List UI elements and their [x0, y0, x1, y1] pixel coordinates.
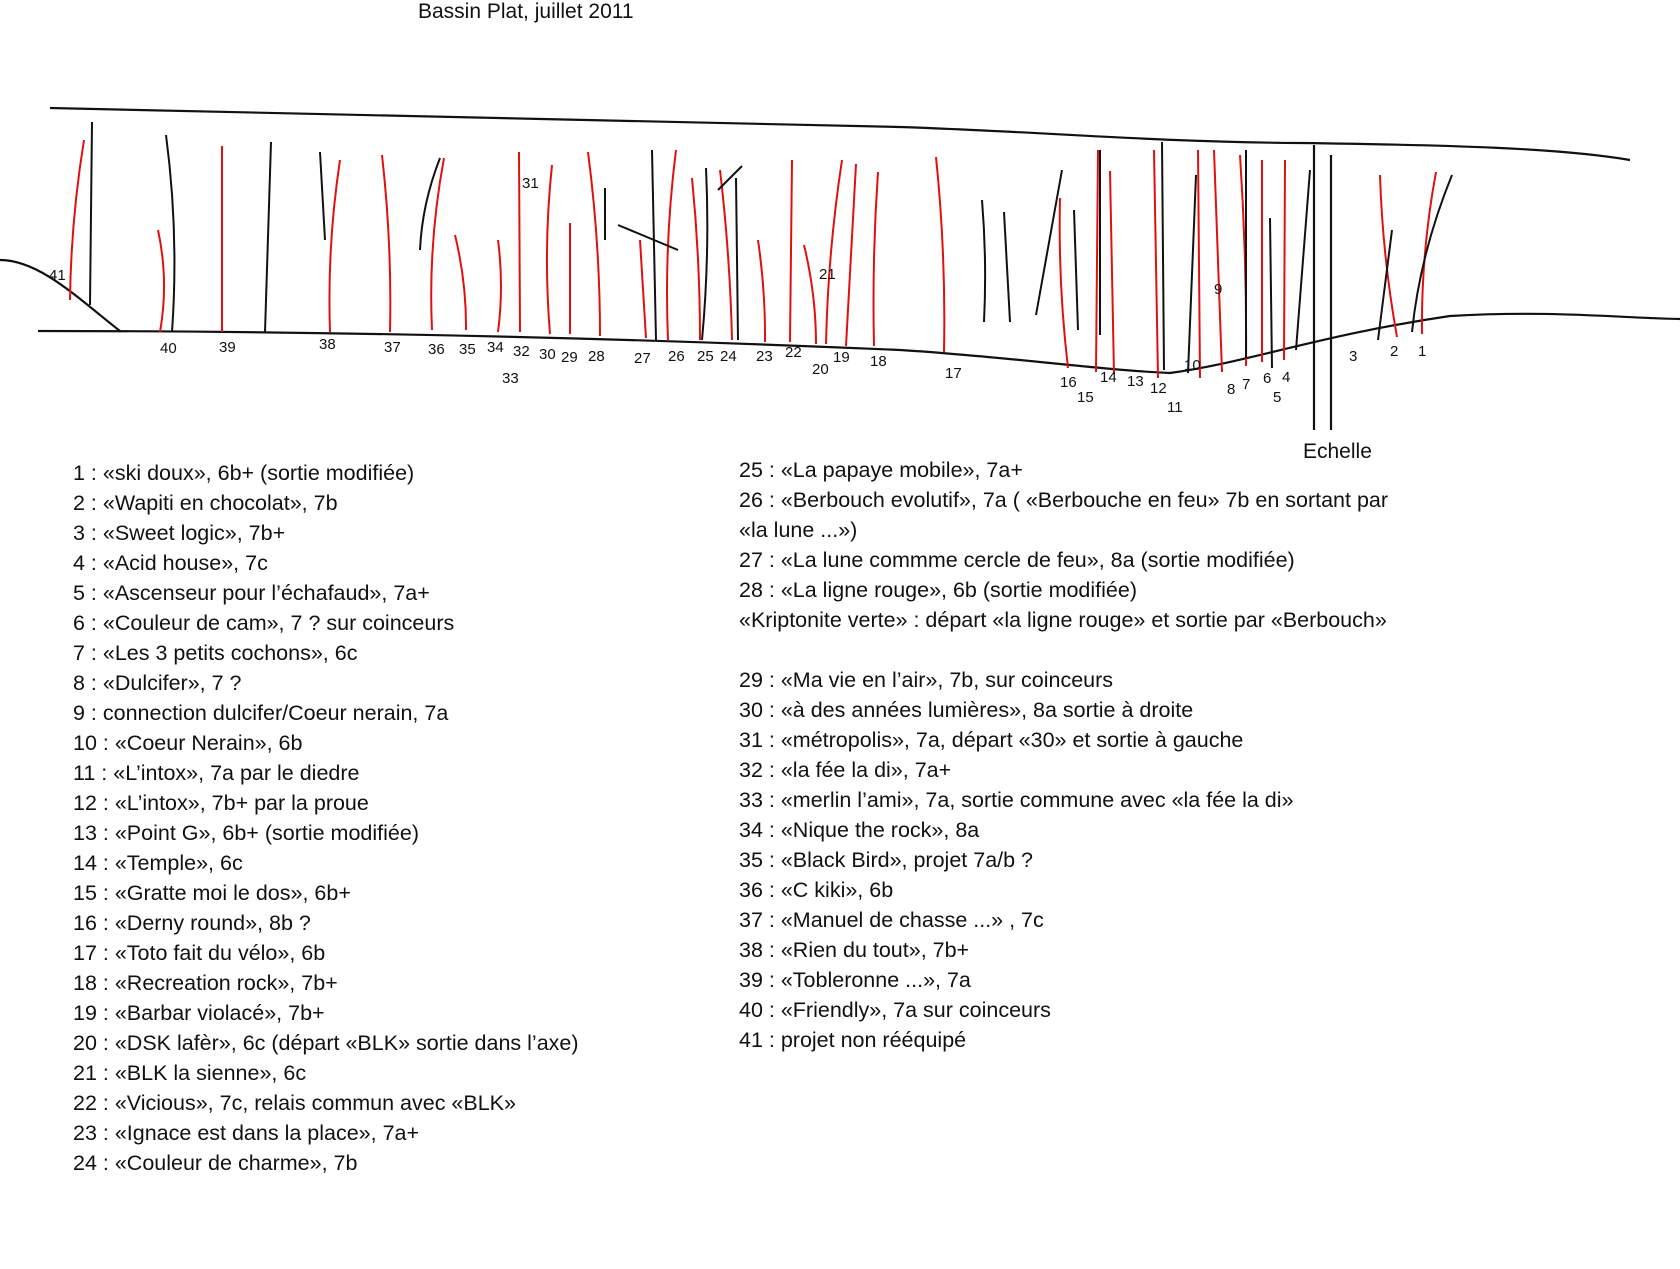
route-entry: 24 : «Couleur de charme», 7b: [73, 1151, 358, 1175]
route-number-label: 10: [1184, 357, 1201, 374]
route-number-label: 4: [1282, 369, 1291, 386]
route-number-label: 30: [539, 346, 556, 363]
route-list-right: [739, 455, 1388, 1055]
route-line-red: [1214, 150, 1222, 372]
route-number-label: 41: [49, 267, 66, 284]
route-number-label: 9: [1214, 281, 1223, 298]
route-line-red: [720, 170, 732, 340]
route-number-label: 2: [1390, 343, 1399, 360]
route-number-label: 24: [720, 348, 737, 365]
route-list-right-part-1: [739, 455, 1388, 635]
route-entry: 15 : «Gratte moi le dos», 6b+: [73, 881, 351, 905]
route-number-label: 18: [870, 353, 887, 370]
route-line-black: [1162, 142, 1164, 370]
route-number-label: 26: [668, 348, 685, 365]
route-number-label: 19: [833, 349, 850, 366]
route-number-label: 6: [1263, 370, 1272, 387]
route-line-black: [320, 152, 325, 240]
route-line-red: [1284, 160, 1285, 360]
route-line-red: [1154, 150, 1158, 378]
route-entry: 22 : «Vicious», 7c, relais commun avec «BLK»: [73, 1091, 516, 1115]
route-line-red: [1198, 150, 1200, 378]
route-entry: 33 : «merlin l’ami», 7a, sortie commune avec «la fée la di»: [739, 788, 1294, 812]
route-number-label: 38: [319, 336, 336, 353]
route-entry: 18 : «Recreation rock», 7b+: [73, 971, 338, 995]
route-number-label: 21: [819, 266, 836, 283]
route-number-label: 40: [160, 340, 177, 357]
route-line-black: [1004, 212, 1010, 322]
route-line-black: [736, 178, 738, 340]
route-entry: 21 : «BLK la sienne», 6c: [73, 1061, 307, 1085]
route-number-label: 39: [219, 339, 236, 356]
route-entry: 7 : «Les 3 petits cochons», 6c: [73, 641, 358, 665]
route-line-red: [158, 230, 164, 332]
route-line-red: [804, 245, 816, 344]
route-list-left: [73, 458, 579, 1178]
route-entry: 11 : «L’intox», 7a par le diedre: [73, 761, 360, 785]
route-number-label: 7: [1242, 376, 1251, 393]
route-number-label: 25: [697, 348, 714, 365]
route-line-red: [826, 160, 842, 344]
route-number-label: 13: [1127, 373, 1144, 390]
route-entry: 12 : «L’intox», 7b+ par la proue: [73, 791, 369, 815]
route-entry: 3 : «Sweet logic», 7b+: [73, 521, 286, 545]
route-list-right-part-2: [739, 665, 1388, 1055]
route-entry: 4 : «Acid house», 7c: [73, 551, 268, 575]
route-line-red: [758, 240, 765, 342]
route-line-red: [874, 172, 879, 346]
cliff-base-edge: [38, 314, 1680, 373]
route-number-label: 5: [1273, 389, 1282, 406]
route-line-red: [790, 160, 792, 342]
route-number-label: 20: [812, 361, 829, 378]
cliff-top-edge: [50, 108, 1630, 160]
route-line-black: [166, 135, 174, 332]
route-entry: 14 : «Temple», 6c: [73, 851, 243, 875]
route-entry: 10 : «Coeur Nerain», 6b: [73, 731, 303, 755]
route-number-label: 22: [785, 344, 802, 361]
route-line-red: [382, 155, 390, 332]
route-line-black: [652, 150, 656, 340]
route-entry: 37 : «Manuel de chasse ...» , 7c: [739, 908, 1044, 932]
route-line-red: [519, 152, 520, 332]
route-entry: 8 : «Dulcifer», 7 ?: [73, 671, 242, 695]
route-entry: 16 : «Derny round», 8b ?: [73, 911, 311, 935]
route-line-red: [846, 164, 856, 346]
route-number-label: 15: [1077, 389, 1094, 406]
route-number-label: 12: [1150, 380, 1167, 397]
route-entry: 1 : «ski doux», 6b+ (sortie modifiée): [73, 461, 415, 485]
route-number-label: 36: [428, 341, 445, 358]
rock-outline: [0, 108, 1680, 430]
route-number-label: 16: [1060, 374, 1077, 391]
route-number-label: 35: [459, 341, 476, 358]
route-entry: 5 : «Ascenseur pour l’échafaud», 7a+: [73, 581, 430, 605]
route-line-black: [702, 168, 707, 340]
list-spacer: [739, 635, 1388, 665]
route-entry: 2 : «Wapiti en chocolat», 7b: [73, 491, 338, 515]
route-entry: 38 : «Rien du tout», 7b+: [739, 938, 970, 962]
route-line-red: [431, 158, 444, 330]
route-line-red: [1060, 198, 1068, 368]
topo-title: Bassin Plat, juillet 2011: [418, 0, 634, 23]
route-line-black: [90, 122, 92, 305]
route-line-red: [547, 165, 552, 334]
route-entry: 36 : «C kiki», 6b: [739, 878, 894, 902]
route-number-label: 28: [588, 348, 605, 365]
route-number-label: 33: [502, 370, 519, 387]
route-entry: 40 : «Friendly», 7a sur coinceurs: [739, 998, 1051, 1022]
route-line-red: [1422, 172, 1436, 334]
route-line-black: [265, 142, 271, 332]
route-line-black: [1188, 175, 1196, 373]
route-number-label: 31: [522, 175, 539, 192]
route-line-red: [936, 157, 944, 352]
route-entry: 17 : «Toto fait du vélo», 6b: [73, 941, 326, 965]
route-entry: 39 : «Tobleronne ...», 7a: [739, 968, 971, 992]
route-number-label: 8: [1227, 381, 1236, 398]
route-entry: 35 : «Black Bird», projet 7a/b ?: [739, 848, 1034, 872]
route-entry: 26 : «Berbouch evolutif», 7a ( «Berbouche en feu» 7b en sortant par: [739, 488, 1389, 512]
route-number-label: 3: [1349, 348, 1358, 365]
route-number-label: 27: [634, 350, 651, 367]
route-entry: 25 : «La papaye mobile», 7a+: [739, 458, 1023, 482]
route-entry: 9 : connection dulcifer/Coeur nerain, 7a: [73, 701, 449, 725]
route-entry: 29 : «Ma vie en l’air», 7b, sur coinceurs: [739, 668, 1114, 692]
route-number-label: 32: [513, 343, 530, 360]
route-entry: 23 : «Ignace est dans la place», 7a+: [73, 1121, 420, 1145]
route-line-red: [455, 235, 466, 330]
route-number-label: 1: [1418, 343, 1427, 360]
route-line-red: [588, 152, 600, 336]
route-number-label: 37: [384, 339, 401, 356]
route-entry: 20 : «DSK lafèr», 6c (départ «BLK» sortie dans l’axe): [73, 1031, 579, 1055]
route-entry: «la lune ...»): [739, 518, 858, 542]
route-line-black: [1074, 210, 1078, 330]
route-line-black: [1036, 170, 1062, 315]
route-entry: «Kriptonite verte» : départ «la ligne rouge» et sortie par «Berbouch»: [739, 608, 1387, 632]
route-line-red: [1096, 150, 1098, 372]
route-line-red: [692, 178, 700, 340]
route-line-red: [640, 240, 646, 338]
route-entry: 30 : «à des années lumières», 8a sortie à droite: [739, 698, 1194, 722]
ladder-label: Echelle: [1303, 440, 1372, 460]
route-number-label: 23: [756, 348, 773, 365]
route-line-red: [70, 140, 84, 300]
route-line-black: [982, 200, 985, 322]
route-line-black: [1296, 170, 1310, 350]
route-lines-black: [90, 122, 1452, 373]
route-line-red: [1110, 171, 1114, 374]
route-entry: 19 : «Barbar violacé», 7b+: [73, 1001, 325, 1025]
route-number-label: 29: [561, 349, 578, 366]
route-number-label: 14: [1100, 369, 1117, 386]
route-line-red: [498, 240, 501, 332]
route-entry: 34 : «Nique the rock», 8a: [739, 818, 980, 842]
route-entry: 27 : «La lune commme cercle de feu», 8a (sortie modifiée): [739, 548, 1295, 572]
route-line-red: [329, 160, 340, 332]
route-lines-red: [70, 140, 1436, 378]
route-entry: 41 : projet non rééquipé: [739, 1028, 967, 1052]
route-entry: 32 : «la fée la di», 7a+: [739, 758, 952, 782]
route-line-black: [1270, 218, 1272, 368]
route-number-label: 34: [487, 339, 504, 356]
route-entry: 6 : «Couleur de cam», 7 ? sur coinceurs: [73, 611, 455, 635]
route-entry: 13 : «Point G», 6b+ (sortie modifiée): [73, 821, 419, 845]
route-entry: 28 : «La ligne rouge», 6b (sortie modifiée): [739, 578, 1137, 602]
route-number-label: 17: [945, 365, 962, 382]
route-entry: 31 : «métropolis», 7a, départ «30» et sortie à gauche: [739, 728, 1244, 752]
route-number-label: 11: [1167, 399, 1183, 416]
crag-topo-drawing: [0, 0, 1680, 460]
